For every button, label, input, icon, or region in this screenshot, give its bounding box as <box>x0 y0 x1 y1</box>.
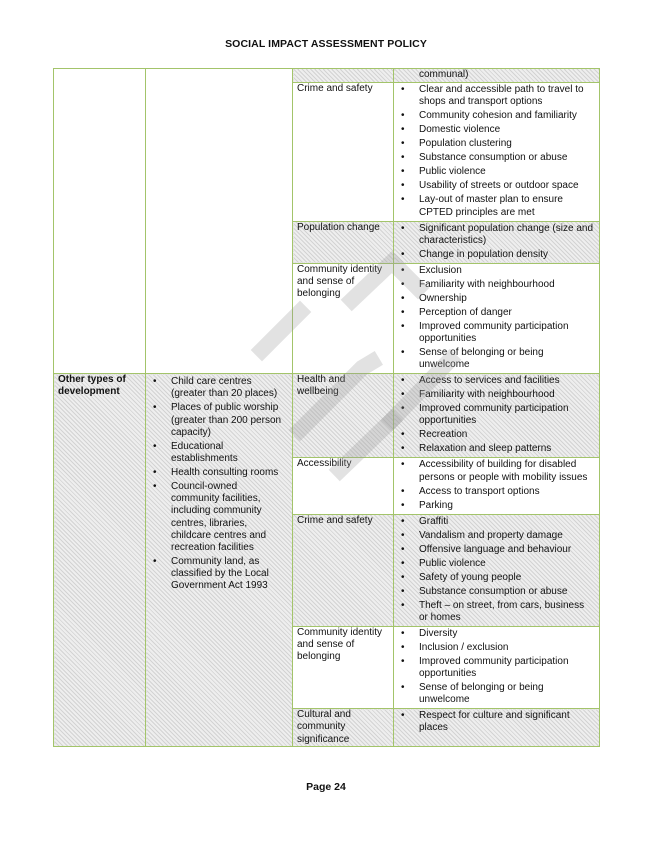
indicator-item: • Relaxation and sleep patterns <box>398 443 595 455</box>
issue-cell <box>293 626 394 708</box>
indicator-item: • Access to transport options <box>398 486 595 498</box>
indicator-item: • Usability of streets or outdoor space <box>398 180 595 192</box>
issue-cell <box>293 514 394 626</box>
development-category-cell <box>54 374 146 747</box>
table-row <box>54 374 600 458</box>
issue-cell <box>293 263 394 373</box>
indicator-item: • Domestic violence <box>398 124 595 136</box>
bullet-list <box>398 627 595 707</box>
issue-cell <box>293 221 394 263</box>
indicator-item: • Offensive language and behaviour <box>398 544 595 556</box>
development-category-cell <box>54 69 146 374</box>
development-types-cell <box>146 69 293 374</box>
indicators-cell <box>394 83 600 221</box>
issue-label: Community identity and sense of belonging <box>297 263 383 300</box>
indicator-item: • Diversity <box>398 628 595 640</box>
indicator-item: • Theft – on street, from cars, business or homes <box>398 600 595 624</box>
development-types-cell <box>146 374 293 747</box>
page-number: Page 24 <box>306 781 346 793</box>
indicator-item: • Change in population density <box>398 249 595 261</box>
indicator-item: • Improved community participation opportunities <box>398 321 595 345</box>
indicators-cell <box>394 69 600 83</box>
issue-label: Crime and safety <box>297 83 373 95</box>
indicator-item: • Lay-out of master plan to ensure CPTED principles are met <box>398 194 595 218</box>
policy-table <box>53 68 600 747</box>
indicators-cell <box>394 514 600 626</box>
indicators-cell <box>394 221 600 263</box>
issue-label: Community identity and sense of belonging <box>297 626 383 663</box>
issue-cell <box>293 709 394 747</box>
issue-label: Crime and safety <box>297 514 373 526</box>
page-title: SOCIAL IMPACT ASSESSMENT POLICY <box>225 38 427 50</box>
development-type-item: • Child care centres (greater than 20 places) <box>150 376 288 400</box>
bullet-list <box>398 222 595 261</box>
bullet-list <box>398 709 595 734</box>
issue-label: Health and wellbeing <box>297 374 346 398</box>
issue-cell <box>293 69 394 83</box>
indicator-item: • Sense of belonging or being unwelcome <box>398 682 595 706</box>
indicators-cell <box>394 626 600 708</box>
indicator-item: • Familiarity with neighbourhood <box>398 279 595 291</box>
indicators-cell <box>394 709 600 747</box>
indicators-cell <box>394 263 600 373</box>
indicator-item: • Vandalism and property damage <box>398 530 595 542</box>
indicator-item: • Population clustering <box>398 138 595 150</box>
indicator-item: • Sense of belonging or being unwelcome <box>398 347 595 371</box>
issue-label: Accessibility <box>297 458 352 470</box>
indicator-item: • Community cohesion and familiarity <box>398 110 595 122</box>
indicator-item: • Inclusion / exclusion <box>398 642 595 654</box>
issue-cell <box>293 374 394 458</box>
issue-cell <box>293 458 394 514</box>
indicator-item: • Substance consumption or abuse <box>398 586 595 598</box>
indicator-item: • Improved community participation opportunities <box>398 656 595 680</box>
indicator-item: • Public violence <box>398 166 595 178</box>
indicator-item: • Familiarity with neighbourhood <box>398 389 595 401</box>
bullet-list <box>398 374 595 455</box>
bullet-list <box>398 264 595 372</box>
indicator-item: • Accessibility of building for disabled persons or people with mobility issues <box>398 459 595 483</box>
indicator-item: • Recreation <box>398 429 595 441</box>
indicators-cell <box>394 374 600 458</box>
bullet-list <box>398 458 595 511</box>
development-type-item: • Educational establishments <box>150 441 288 465</box>
category-label: Other types of development <box>58 374 126 398</box>
indicator-item: • Improved community participation opportunities <box>398 403 595 427</box>
indicator-item: • Access to services and facilities <box>398 375 595 387</box>
indicator-item: • Perception of danger <box>398 307 595 319</box>
bullet-list <box>398 83 595 219</box>
indicator-item: • Exclusion <box>398 265 595 277</box>
development-type-item: • Council-owned community facilities, including community centres, libraries, childcare centres and recreation facilities <box>150 481 288 554</box>
indicator-item: • Safety of young people <box>398 572 595 584</box>
indicator-item: • Substance consumption or abuse <box>398 152 595 164</box>
development-type-item: • Community land, as classified by the Local Government Act 1993 <box>150 556 288 593</box>
indicator-item: • Parking <box>398 500 595 512</box>
issue-label: Cultural and community significance <box>297 709 351 745</box>
table-row <box>54 69 600 83</box>
indicator-item: • Respect for culture and significant places <box>398 710 595 734</box>
development-type-item: • Health consulting rooms <box>150 467 288 479</box>
indicator-item: • Graffiti <box>398 516 595 528</box>
indicator-item: • Ownership <box>398 293 595 305</box>
issue-cell <box>293 83 394 221</box>
indicators-cell <box>394 458 600 514</box>
bullet-list <box>398 515 595 624</box>
indicator-item: • Clear and accessible path to travel to shops and transport options <box>398 84 595 108</box>
development-type-item: • Places of public worship (greater than 200 person capacity) <box>150 402 288 439</box>
indicator-item: • Significant population change (size and characteristics) <box>398 223 595 247</box>
continued-text: communal) <box>419 69 469 80</box>
indicator-item: • Public violence <box>398 558 595 570</box>
bullet-list <box>150 376 288 592</box>
issue-label: Population change <box>297 221 380 233</box>
